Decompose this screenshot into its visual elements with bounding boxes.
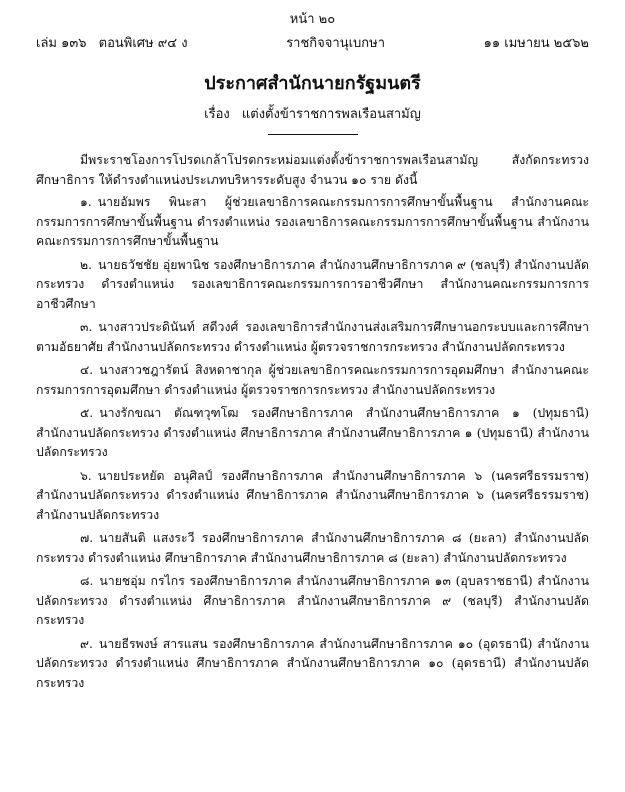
- item-number: ๘.: [80, 574, 94, 588]
- announcement-subject: [36, 103, 589, 124]
- gazette-name: ราชกิจจานุเบกษา: [286, 36, 386, 51]
- item-number: ๕.: [80, 406, 94, 420]
- list-item: [36, 529, 589, 568]
- header-row: [36, 32, 589, 53]
- list-item: [36, 572, 589, 631]
- list-item: [36, 404, 589, 463]
- item-text: นางสาวประดินันท์ สดีวงศ์ รองเลขาธิการสำนักงานส่งเสริมการศึกษานอกระบบและการศึกษาตามอัธยาศัย สำนักงานปลัดกระทรวง ดำรงตำแหน่ง ผู้ตรวจราชการกระทรวง สำนักงานปลัดกระทรวง: [36, 320, 589, 354]
- title-divider: [268, 134, 358, 135]
- item-number: ๗.: [80, 531, 94, 545]
- item-text: นายชอุ่ม กรไกร รองศึกษาธิการภาค สำนักงานศึกษาธิการภาค ๑๓ (อุบลราชธานี) สำนักงานปลัดกระทรวง ดำรงตำแหน่ง ศึกษาธิการภาค สำนักงานศึกษาธิการภาค ๙ (ชลบุรี) สำนักงานปลัดกระทรวง: [36, 574, 589, 627]
- page-number: หน้า ๒๐: [289, 12, 336, 27]
- item-text: นายประหยัด อนุศิลป์ รองศึกษาธิการภาค สำนักงานศึกษาธิการภาค ๖ (นครศรีธรรมราช) สำนักงานปลัดกระทรวง ดำรงตำแหน่ง ศึกษาธิการภาค สำนักงานศึกษาธิการภาค ๖ (นครศรีธรรมราช) สำนักงานปลัดกระทรวง: [36, 468, 589, 522]
- item-text: นายอัมพร พินะสา ผู้ช่วยเลขาธิการคณะกรรมการการศึกษาขั้นพื้นฐาน สำนักงานคณะกรรมการการศึกษาขั้นพื้นฐาน ดำรงตำแหน่ง รองเลขาธิการคณะกรรมการการศึกษาขั้นพื้นฐาน สำนักงานคณะกรรมการการศึกษาขั้นพื้นฐาน: [36, 195, 589, 248]
- item-number: ๖.: [80, 468, 92, 483]
- item-number: ๒.: [80, 257, 93, 272]
- item-number: ๙.: [80, 636, 93, 651]
- issue-date: ๑๑ เมษายน ๒๕๖๒: [483, 36, 589, 51]
- subject-text: แต่งตั้งข้าราชการพลเรือนสามัญ: [241, 107, 421, 122]
- item-number: ๑.: [80, 195, 92, 209]
- item-text: นายสันติ แสงระวี รองศึกษาธิการภาค สำนักงานศึกษาธิการภาค ๘ (ยะลา) สำนักงานปลัดกระทรวง ดำรงตำแหน่ง ศึกษาธิการภาค สำนักงานศึกษาธิการภาค ๘ (ยะลา) สำนักงานปลัดกระทรวง: [36, 531, 589, 565]
- list-item: [36, 256, 589, 315]
- item-text: นายธวัชชัย อุ่ยพานิช รองศึกษาธิการภาค สำนักงานศึกษาธิการภาค ๙ (ชลบุรี) สำนักงานปลัดกระทรวง ดำรงตำแหน่ง รองเลขาธิการคณะกรรมการการอาชีวศึกษา สำนักงานคณะกรรมการการอาชีวศึกษา: [36, 257, 589, 311]
- section-label: ตอนพิเศษ ๙๔ ง: [98, 36, 188, 51]
- list-item: [36, 635, 589, 694]
- item-text: นางสาวชฎารัตน์ สิงหดาชากุล ผู้ช่วยเลขาธิการคณะกรรมการการอุดมศึกษา สำนักงานคณะกรรมการการอุดมศึกษา ดำรงตำแหน่ง ผู้ตรวจราชการกระทรวง สำนักงานปลัดกระทรวง: [36, 363, 589, 397]
- subject-label: เรื่อง: [204, 107, 230, 122]
- volume-label: เล่ม ๑๓๖: [36, 36, 87, 51]
- header-right: [476, 32, 589, 53]
- header-left: [36, 32, 196, 53]
- item-text: นายธีรพงษ์ สารแสน รองศึกษาธิการภาค สำนักงานศึกษาธิการภาค ๑๐ (อุดรธานี) สำนักงานปลัดกระทรวง ดำรงตำแหน่ง ศึกษาธิการภาค สำนักงานศึกษาธิการภาค ๑๐ (อุดรธานี) สำนักงานปลัดกระทรวง: [36, 636, 589, 690]
- list-item: [36, 318, 589, 357]
- gazette-header: [36, 0, 589, 62]
- list-item: [36, 193, 589, 252]
- item-text: นางรักขณา ตัณฑวุฑโฒ รองศึกษาธิการภาค สำนักงานศึกษาธิการภาค ๑ (ปทุมธานี) สำนักงานปลัดกระทรวง ดำรงตำแหน่ง ศึกษาธิการภาค สำนักงานศึกษาธิการภาค ๑ (ปทุมธานี) สำนักงานปลัดกระทรวง: [36, 406, 589, 459]
- list-item: [36, 467, 589, 526]
- intro-paragraph: มีพระราชโองการโปรดเกล้าโปรดกระหม่อมแต่งตั้งข้าราชการพลเรือนสามัญ สังกัดกระทรวงศึกษาธิการ ให้ดำรงตำแหน่งประเภทบริหารระดับสูง จำนวน ๑๐ ราย ดังนี้: [36, 153, 589, 187]
- item-number: ๔.: [80, 363, 94, 377]
- list-item: [36, 361, 589, 400]
- item-number: ๓.: [80, 320, 93, 334]
- announcement-title: ประกาศสำนักนายกรัฐมนตรี: [204, 73, 421, 94]
